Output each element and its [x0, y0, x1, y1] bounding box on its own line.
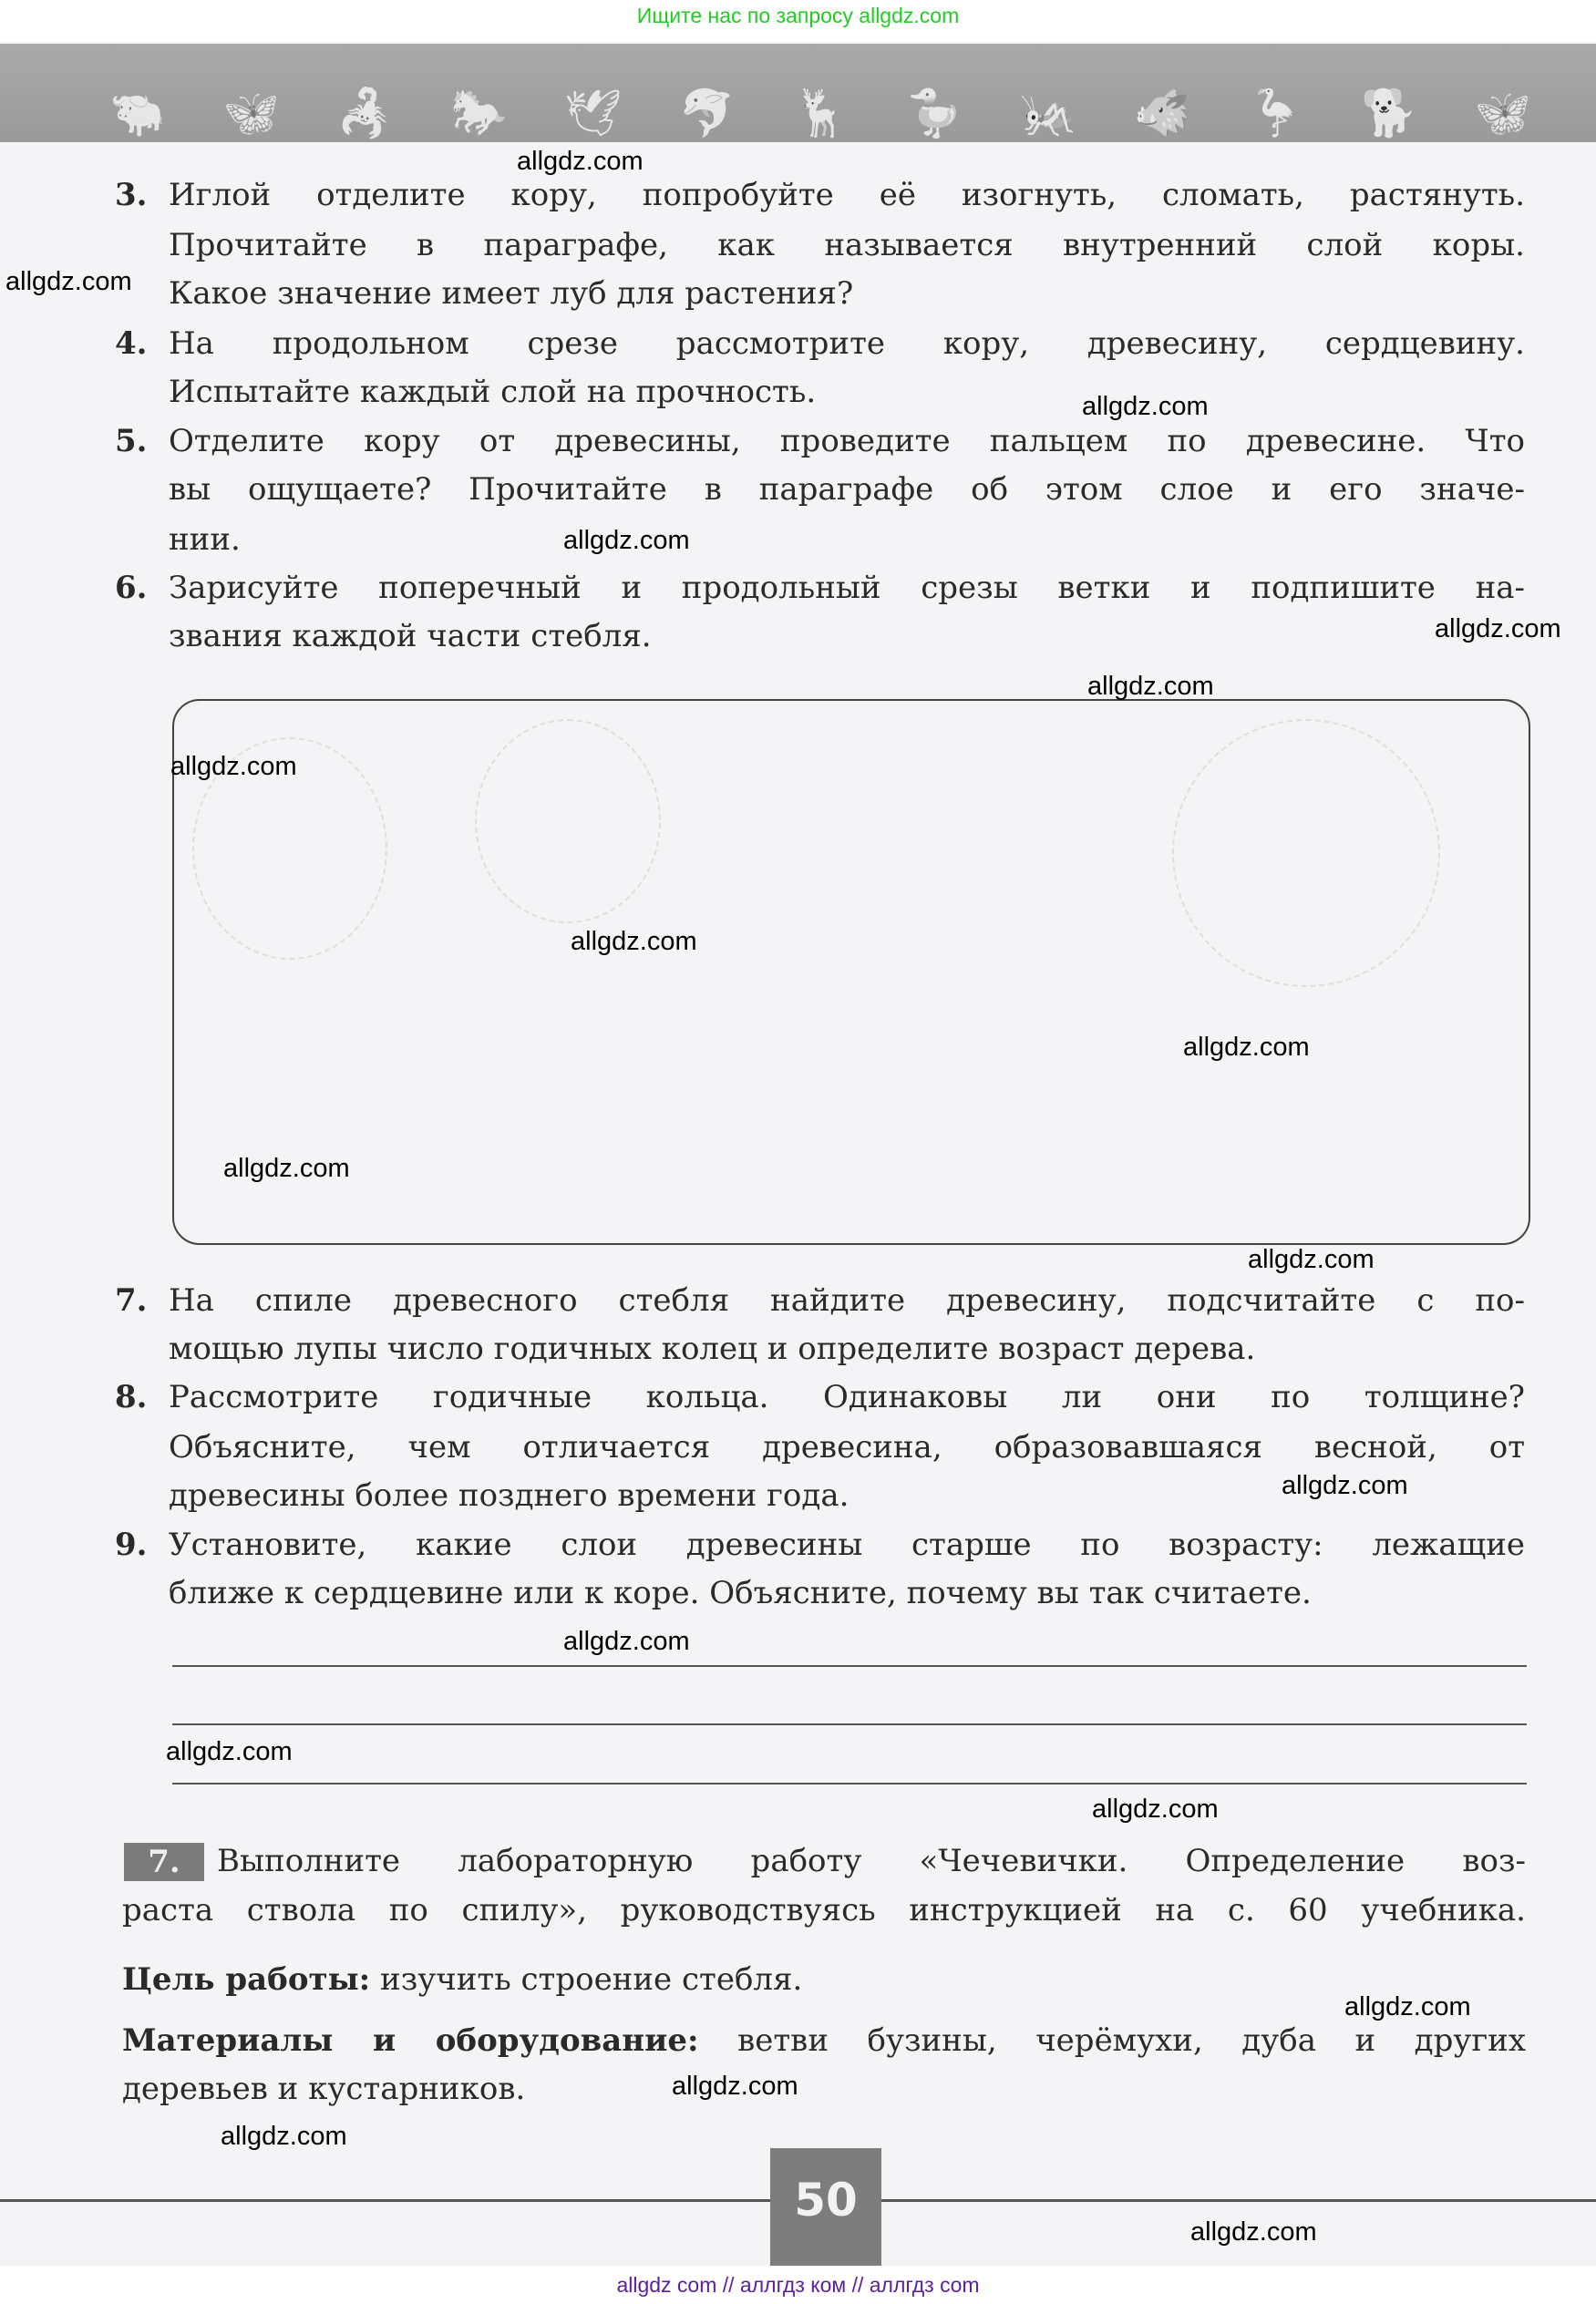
- answer-line[interactable]: [172, 1665, 1527, 1667]
- materials-text: ветви бузины, черёмухи, дуба и других: [698, 2022, 1526, 2059]
- answer-line[interactable]: [172, 1783, 1527, 1785]
- boar-icon: 🐗: [1133, 87, 1190, 139]
- watermark: allgdz.com: [170, 752, 297, 781]
- watermark: allgdz.com: [672, 2072, 798, 2101]
- scorpion-icon: 🦂: [336, 87, 394, 139]
- butterfly-icon: 🦋: [1474, 87, 1531, 139]
- watermark: allgdz.com: [1087, 672, 1214, 701]
- watermark: allgdz.com: [1082, 392, 1209, 421]
- ghost-circle: [1172, 719, 1440, 987]
- footer-rule: [881, 2199, 1596, 2202]
- item-text-line: звания каждой части стебля.: [169, 618, 652, 654]
- item-text-line: Зарисуйте поперечный и продольный срезы ветки и подпишите на-: [169, 570, 1525, 606]
- drawing-area[interactable]: [172, 699, 1530, 1245]
- item-text-line: На продольном срезе рассмотрите кору, древесину, сердцевину.: [169, 325, 1525, 362]
- watermark: allgdz.com: [166, 1737, 293, 1766]
- watermark: allgdz.com: [221, 2122, 347, 2151]
- watermark: allgdz.com: [223, 1154, 350, 1183]
- goal-text: изучить строение стебля.: [370, 1961, 803, 1998]
- bison-icon: 🐃: [109, 87, 167, 139]
- item-number: 7.: [115, 1282, 148, 1319]
- task-text: раста ствола по спилу», руководствуясь инструкцией на с. 60 учебника.: [122, 1892, 1526, 1929]
- top-bar: [0, 0, 1596, 42]
- item-number: 3.: [115, 177, 148, 213]
- dog-icon: 🐕: [1360, 87, 1418, 139]
- watermark: allgdz.com: [1092, 1795, 1219, 1824]
- watermark: allgdz.com: [1248, 1245, 1375, 1274]
- task-badge: 7.: [124, 1843, 204, 1881]
- page-number: 50: [794, 2174, 858, 2227]
- item-text-line: Отделите кору от древесины, проведите пальцем по древесине. Что: [169, 423, 1525, 459]
- footer-rule: [0, 2199, 770, 2202]
- bird-icon: 🕊: [563, 87, 623, 139]
- duck-icon: 🦆: [906, 87, 963, 139]
- footer-watermark: allgdz com // аллгдз ком // аллгдз com: [0, 2266, 1596, 2304]
- item-text-line: мощью лупы число годичных колец и определите возраст дерева.: [169, 1331, 1256, 1367]
- ghost-circle: [475, 719, 661, 923]
- watermark: allgdz.com: [1190, 2217, 1317, 2247]
- watermark: allgdz.com: [1435, 614, 1561, 643]
- item-text-line: Установите, какие слои древесины старше по возрасту: лежащие: [169, 1527, 1525, 1563]
- materials-text-2: деревьев и кустарников.: [122, 2071, 526, 2107]
- item-text-line: нии.: [169, 521, 241, 558]
- ostrich-icon: 🦩: [1247, 87, 1304, 139]
- materials-label: Материалы и оборудование:: [122, 2022, 699, 2059]
- materials-line: [122, 2017, 1526, 2065]
- watermark: allgdz.com: [1183, 1033, 1310, 1062]
- horse-icon: 🐎: [450, 87, 508, 139]
- item-text-line: Объясните, чем отличается древесина, образовавшаяся весной, от: [169, 1429, 1525, 1466]
- task-text: Выполните лабораторную работу «Чечевички. Определение воз-: [217, 1843, 1526, 1879]
- item-text-line: древесины более позднего времени года.: [169, 1477, 849, 1514]
- answer-line[interactable]: [172, 1723, 1527, 1725]
- watermark: allgdz.com: [571, 927, 697, 956]
- item-number: 5.: [115, 423, 148, 459]
- watermark: allgdz.com: [517, 147, 644, 176]
- watermark: allgdz.com: [1344, 1992, 1471, 2021]
- item-text-line: Какое значение имеет луб для растения?: [169, 275, 854, 312]
- item-number: 4.: [115, 325, 148, 362]
- insect-icon: 🦗: [1019, 87, 1077, 139]
- item-text-line: ближе к сердцевине или к коре. Объясните, почему вы так считаете.: [169, 1575, 1312, 1611]
- watermark: allgdz.com: [1282, 1471, 1408, 1500]
- butterfly-icon: 🦋: [222, 87, 280, 139]
- watermark: allgdz.com: [563, 526, 690, 555]
- item-text-line: На спиле древесного стебля найдите древесину, подсчитайте с по-: [169, 1282, 1525, 1319]
- goal-line: [122, 1956, 1526, 2004]
- item-number: 9.: [115, 1527, 148, 1563]
- antelope-icon: 🦌: [792, 87, 849, 139]
- animal-silhouettes: [109, 86, 1531, 140]
- item-number: 6.: [115, 570, 148, 606]
- goal-label: Цель работы:: [122, 1961, 371, 1998]
- watermark: allgdz.com: [563, 1627, 690, 1656]
- search-note: Ищите нас по запросу allgdz.com: [636, 4, 960, 27]
- item-text-line: Иглой отделите кору, попробуйте её изогнуть, сломать, растянуть.: [169, 177, 1525, 213]
- item-text-line: Рассмотрите годичные кольца. Одинаковы ли они по толщине?: [169, 1379, 1525, 1415]
- watermark: allgdz.com: [5, 267, 132, 296]
- item-text-line: вы ощущаете? Прочитайте в параграфе об этом слое и его значе-: [169, 471, 1525, 508]
- item-number: 8.: [115, 1379, 148, 1415]
- dolphin-icon: 🐬: [678, 87, 736, 139]
- item-text-line: Испытайте каждый слой на прочность.: [169, 374, 817, 410]
- item-text-line: Прочитайте в параграфе, как называется внутренний слой коры.: [169, 227, 1525, 263]
